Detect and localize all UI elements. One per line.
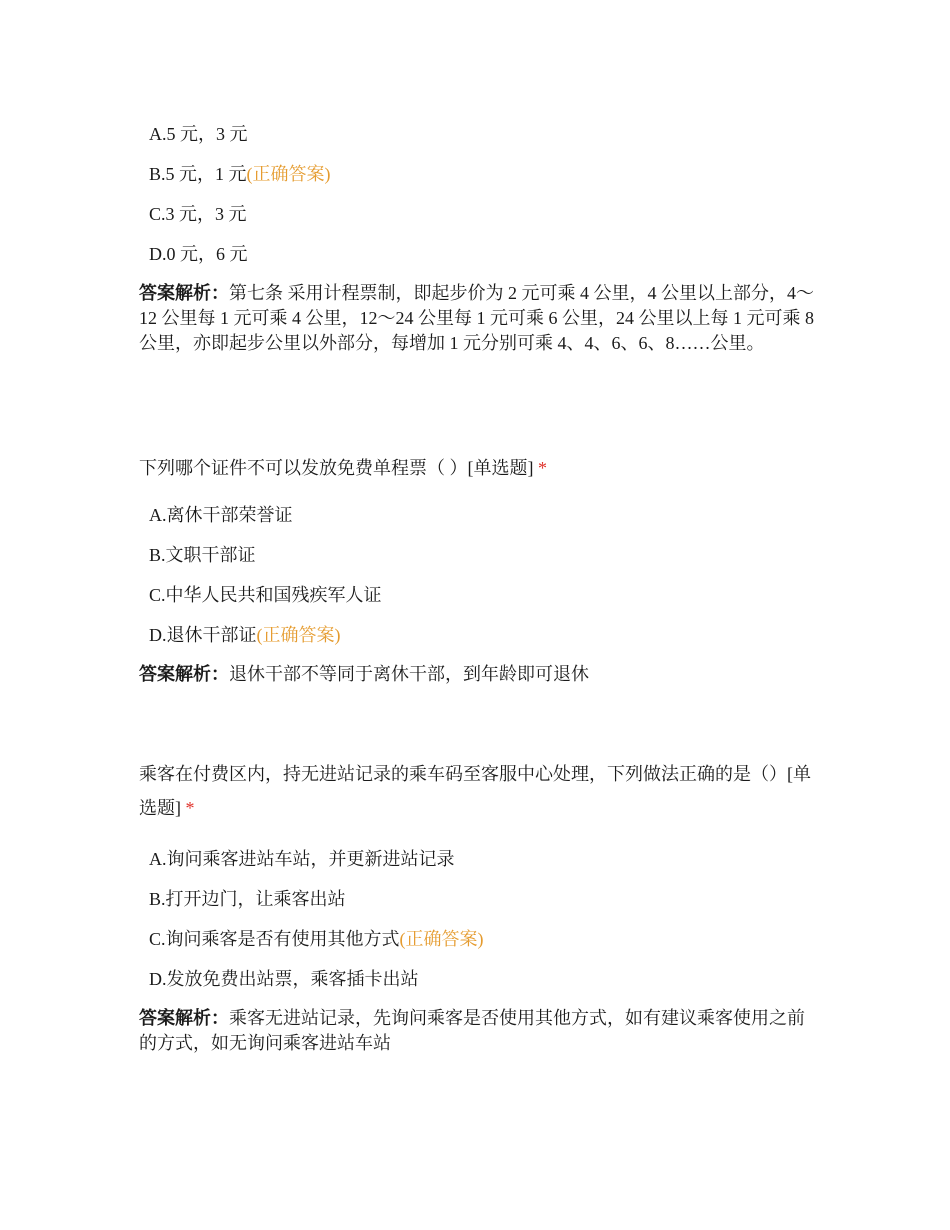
q1-analysis [139,281,819,356]
analysis-text: 退休干部不等同于离休干部，到年龄即可退休 [229,664,589,684]
q1-option-d[interactable] [149,242,248,266]
option-text: A.询问乘客进站车站，并更新进站记录 [149,849,455,869]
option-text: C.3 元，3 元 [149,204,247,224]
q2-option-b[interactable] [149,543,256,567]
q1-option-a[interactable] [149,122,248,146]
q3-option-b[interactable] [149,887,346,911]
option-text: D.退休干部证 [149,625,257,645]
analysis-label: 答案解析： [139,283,229,303]
q3-option-d[interactable] [149,967,419,991]
option-text: C.中华人民共和国残疾军人证 [149,585,382,605]
q2-option-d[interactable] [149,623,341,647]
q3-option-c[interactable] [149,927,484,951]
required-mark: * [538,458,547,478]
option-text: B.文职干部证 [149,545,256,565]
option-text: B.5 元，1 元 [149,164,247,184]
analysis-label: 答案解析： [139,1008,229,1028]
q3-question [139,757,819,825]
q1-option-c[interactable] [149,202,247,226]
q3-analysis [139,1006,819,1056]
correct-answer-tag: (正确答案) [256,625,341,645]
option-text: B.打开边门，让乘客出站 [149,889,346,909]
q2-question [139,451,819,485]
option-text: D.发放免费出站票，乘客插卡出站 [149,969,419,989]
question-text: 乘客在付费区内，持无进站记录的乘车码至客服中心处理，下列做法正确的是（）[单选题] [139,764,811,818]
required-mark: * [185,798,195,818]
q2-analysis [139,662,819,687]
analysis-text: 第七条 采用计程票制，即起步价为 2 元可乘 4 公里，4 公里以上部分，4～12 公里每 1 元可乘 4 公里，12～24 公里每 1 元可乘 6 公里，24 公里以上每 1 元可乘 8 公里，亦即起步公里以外部分，每增加 1 元分别可乘 4、4、6、6、8……公里。 [139,283,814,353]
option-text: A.离休干部荣誉证 [149,505,293,525]
option-text: A.5 元，3 元 [149,124,248,144]
analysis-label: 答案解析： [139,664,229,684]
question-text: 下列哪个证件不可以发放免费单程票（ ）[单选题] [139,458,534,478]
q3-option-a[interactable] [149,847,455,871]
q1-option-b[interactable] [149,162,331,186]
option-text: C.询问乘客是否有使用其他方式 [149,929,400,949]
q2-option-c[interactable] [149,583,382,607]
correct-answer-tag: (正确答案) [246,164,331,184]
correct-answer-tag: (正确答案) [399,929,484,949]
analysis-text: 乘客无进站记录，先询问乘客是否使用其他方式，如有建议乘客使用之前的方式，如无询问乘客进站车站 [139,1008,805,1053]
option-text: D.0 元，6 元 [149,244,248,264]
q2-option-a[interactable] [149,503,293,527]
